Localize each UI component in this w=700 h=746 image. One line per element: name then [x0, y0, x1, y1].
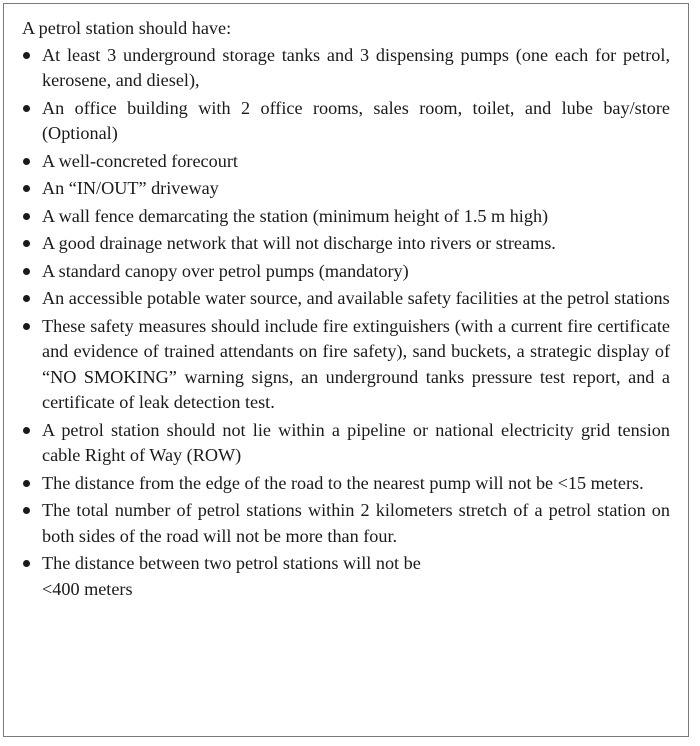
box-heading: A petrol station should have:: [22, 18, 232, 38]
list-item: [22, 176, 670, 202]
list-item: [22, 286, 670, 312]
list-item-text: A wall fence demarcating the station (minimum height of 1.5 m high): [42, 205, 549, 226]
list-item-text: The distance from the edge of the road to the nearest pump will not be <15 meters.: [42, 472, 644, 493]
list-item: [22, 498, 670, 549]
list-item-text: An “IN/OUT” driveway: [42, 178, 219, 198]
bullet-icon: [23, 268, 30, 275]
bullet-icon: [23, 213, 30, 220]
list-item-text: These safety measures should include fire extinguishers (with a current fire certificate and evidence of trained attendants on fire safety), sand buckets, a strategic display of “NO SMOKING” warning signs, an underground tanks pressure test report, and a certificate of leak detection test.: [42, 315, 670, 412]
requirements-list: [22, 43, 670, 603]
list-item-text: A standard canopy over petrol pumps (mandatory): [42, 260, 409, 281]
bullet-icon: [23, 52, 30, 59]
list-item-text: The total number of petrol stations within 2 kilometers stretch of a petrol station on both sides of the road will not be more than four.: [42, 500, 670, 546]
list-item-text: A petrol station should not lie within a pipeline or national electricity grid tension cable Right of Way (ROW): [42, 419, 670, 465]
list-item: [22, 149, 670, 175]
bullet-icon: [23, 295, 30, 302]
bullet-icon: [23, 240, 30, 247]
list-item: [22, 471, 670, 497]
bullet-icon: [23, 507, 30, 514]
list-item-text: A well-concreted forecourt: [42, 150, 238, 171]
list-item-text: The distance between two petrol stations will not be <400 meters: [42, 553, 421, 599]
bullet-icon: [23, 560, 30, 567]
list-item: [22, 314, 670, 416]
list-item-text: An accessible potable water source, and available safety facilities at the petrol stations: [42, 288, 670, 308]
list-item: [22, 204, 670, 230]
list-item: [22, 551, 670, 602]
bullet-icon: [23, 185, 30, 192]
list-item: [22, 231, 670, 257]
list-item: [22, 259, 670, 285]
list-item-text: At least 3 underground storage tanks and 3 dispensing pumps (one each for petrol, kerosene, and diesel),: [42, 44, 670, 90]
bullet-icon: [23, 105, 30, 112]
list-item: [22, 43, 670, 94]
list-item: [22, 96, 670, 147]
list-item-text: An office building with 2 office rooms, sales room, toilet, and lube bay/store (Optional): [42, 97, 670, 143]
list-item: [22, 418, 670, 469]
requirements-box: [3, 3, 689, 737]
bullet-icon: [23, 323, 30, 330]
bullet-icon: [23, 427, 30, 434]
bullet-icon: [23, 158, 30, 165]
list-item-text: A good drainage network that will not discharge into rivers or streams.: [42, 233, 556, 253]
bullet-icon: [23, 480, 30, 487]
